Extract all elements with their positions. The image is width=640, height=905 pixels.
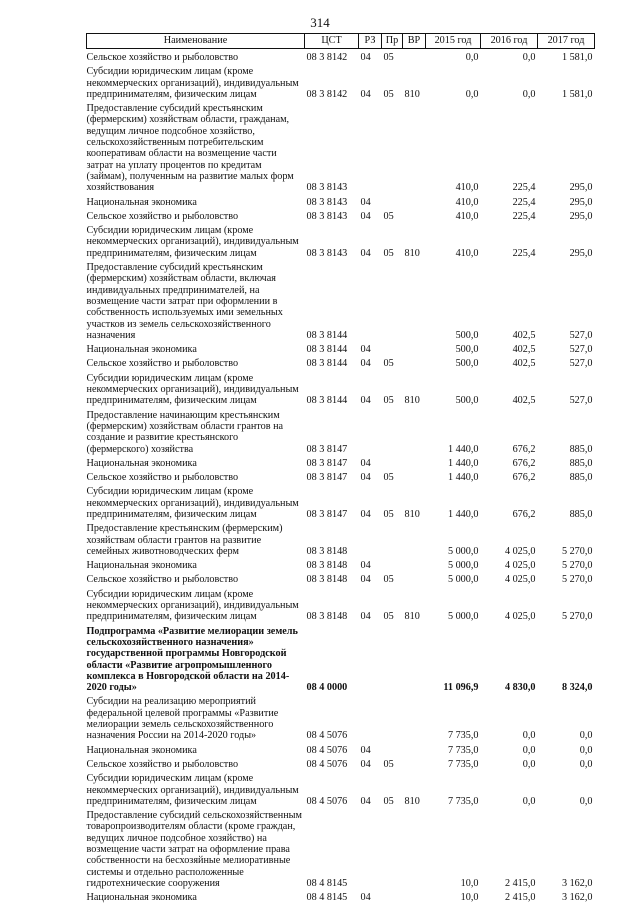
row-2017: 885,0: [569, 457, 593, 469]
row-2017: 3 162,0: [561, 892, 593, 904]
row-cst: 08 3 8143: [306, 196, 348, 208]
row-2016: 0,0: [522, 52, 536, 63]
row-cst: 08 4 5076: [306, 744, 348, 756]
row-name: Национальная экономика: [86, 744, 197, 756]
row-cst: 08 3 8142: [306, 52, 348, 63]
row-vr: [403, 100, 426, 193]
row-rz: [359, 693, 382, 741]
row-cst: 08 3 8147: [306, 508, 348, 520]
row-2016: 402,5: [512, 344, 536, 356]
row-vr: [403, 49, 426, 64]
row-2015: 11 096,9: [443, 682, 479, 694]
table-row: [87, 483, 595, 520]
row-name: Сельское хозяйство и рыболовство: [86, 52, 239, 63]
row-rz: [359, 520, 382, 557]
row-cst: 08 3 8147: [306, 443, 348, 455]
table-row: [87, 222, 595, 259]
row-rz: 04: [360, 88, 371, 100]
table-row: [87, 756, 595, 770]
table-row: [87, 355, 595, 369]
table-row: [87, 571, 595, 585]
row-2016: 225,4: [512, 247, 536, 259]
row-cst: 08 3 8148: [306, 611, 348, 623]
row-2017: 1 581,0: [561, 88, 593, 100]
row-cst: 08 3 8147: [306, 472, 348, 484]
row-rz: 04: [360, 472, 371, 484]
table-row: [87, 194, 595, 208]
row-rz: 04: [360, 395, 371, 407]
row-2017: 3 162,0: [561, 877, 593, 889]
row-rz: 04: [360, 52, 371, 63]
row-2015: 1 440,0: [447, 472, 479, 484]
row-cst: 08 4 5076: [306, 730, 348, 742]
row-vr: 810: [404, 611, 420, 623]
row-2016: 0,0: [522, 730, 536, 742]
row-pr: [382, 407, 403, 455]
row-rz: 04: [360, 574, 371, 586]
row-rz: 04: [360, 210, 371, 222]
row-cst: 08 3 8148: [306, 574, 348, 586]
table-row: [87, 693, 595, 741]
row-vr: [403, 259, 426, 341]
row-vr: [403, 208, 426, 222]
budget-table: [86, 33, 595, 903]
row-rz: 04: [360, 744, 371, 756]
row-vr: 810: [404, 88, 420, 100]
row-name: Подпрограмма «Развитие мелиорации земель сельскохозяйственного назначения» государственной программы Новгородской области «Развитие агропромышленного комплекса в Новгородской области на 2014-2020 годы»: [86, 625, 298, 694]
row-2016: 402,5: [512, 358, 536, 370]
row-pr: 05: [383, 247, 394, 259]
table-row: [87, 889, 595, 903]
row-name: Субсидии юридическим лицам (кроме некоммерческих организаций), индивидуальным предпринимателям, физическим лицам: [86, 588, 299, 623]
row-pr: 05: [383, 795, 394, 807]
row-name: Сельское хозяйство и рыболовство: [86, 472, 239, 484]
row-2016: 0,0: [522, 88, 536, 100]
row-name: Национальная экономика: [86, 196, 197, 208]
row-vr: [403, 520, 426, 557]
row-pr: 05: [383, 52, 394, 63]
row-2017: 0,0: [579, 730, 593, 742]
row-rz: 04: [360, 758, 371, 770]
row-2017: 5 270,0: [561, 560, 593, 572]
row-2016: 0,0: [522, 795, 536, 807]
row-pr: [382, 520, 403, 557]
row-vr: 810: [404, 795, 420, 807]
row-name: Предоставление субсидий сельскохозяйственным товаропроизводителям области (кроме граждан, ведущих личное подсобное хозяйство) на возмещение части затрат на оформление права собственности на бесхозяйные мелиоративные системы и отдельно расположенные гидротехнические сооружения: [86, 810, 302, 889]
header-2015: 2015 год: [426, 34, 481, 49]
row-rz: [359, 807, 382, 889]
row-vr: [403, 194, 426, 208]
header-vr: ВР: [403, 34, 426, 49]
row-2015: 5 000,0: [447, 611, 479, 623]
row-vr: [403, 756, 426, 770]
row-2016: 676,2: [512, 443, 536, 455]
row-pr: 05: [383, 472, 394, 484]
row-cst: 08 4 5076: [306, 795, 348, 807]
row-2015: 7 735,0: [447, 744, 479, 756]
row-vr: 810: [404, 247, 420, 259]
row-rz: 04: [360, 358, 371, 370]
row-pr: 05: [383, 508, 394, 520]
row-cst: 08 4 0000: [306, 682, 348, 694]
row-rz: 04: [360, 457, 371, 469]
row-2016: 676,2: [512, 457, 536, 469]
row-name: Предоставление субсидий крестьянским (фермерским) хозяйствам области, включая индивидуальных предпринимателей, на возмещение части затрат при оформлении в собственность используемых ими земельных участков из земель сельскохозяйственного назначения: [86, 262, 283, 341]
row-pr: 05: [383, 358, 394, 370]
table-row: [87, 341, 595, 355]
header-pr: Пр: [382, 34, 403, 49]
row-pr: [382, 259, 403, 341]
row-2017: 295,0: [569, 210, 593, 222]
row-pr: [382, 623, 403, 694]
table-row: [87, 742, 595, 756]
row-pr: [382, 194, 403, 208]
row-2016: 676,2: [512, 508, 536, 520]
row-2017: 527,0: [569, 344, 593, 356]
row-vr: 810: [404, 395, 420, 407]
header-2016: 2016 год: [481, 34, 538, 49]
table-row: [87, 623, 595, 694]
row-2017: 527,0: [569, 358, 593, 370]
row-2017: 527,0: [569, 329, 593, 341]
row-2016: 4 025,0: [504, 611, 536, 623]
row-2017: 885,0: [569, 508, 593, 520]
row-2017: 527,0: [569, 395, 593, 407]
row-rz: 04: [360, 795, 371, 807]
row-name: Субсидии юридическим лицам (кроме некоммерческих организаций), индивидуальным предпринимателям, физическим лицам: [86, 486, 299, 520]
row-2016: 225,4: [512, 182, 536, 194]
row-cst: 08 3 8143: [306, 182, 348, 194]
row-pr: 05: [383, 88, 394, 100]
row-name: Предоставление крестьянским (фермерским) хозяйствам области грантов на развитие семейных животноводческих ферм: [86, 523, 283, 557]
row-name: Субсидии юридическим лицам (кроме некоммерческих организаций), индивидуальным предпринимателям, физическим лицам: [86, 225, 299, 259]
row-cst: 08 4 8145: [306, 877, 348, 889]
row-rz: 04: [360, 508, 371, 520]
row-2016: 2 415,0: [504, 892, 536, 904]
row-cst: 08 3 8144: [306, 358, 348, 370]
row-cst: 08 3 8143: [306, 247, 348, 259]
row-2016: 4 025,0: [504, 560, 536, 572]
row-2017: 885,0: [569, 472, 593, 484]
row-2015: 7 735,0: [447, 730, 479, 742]
row-vr: [403, 623, 426, 694]
row-pr: [382, 557, 403, 571]
row-cst: 08 4 5076: [306, 758, 348, 770]
row-rz: 04: [360, 196, 371, 208]
row-2015: 500,0: [455, 358, 479, 370]
row-name: Субсидии юридическим лицам (кроме некоммерческих организаций), индивидуальным предпринимателям, физическим лицам: [86, 372, 299, 407]
table-row: [87, 100, 595, 193]
row-name: Сельское хозяйство и рыболовство: [86, 358, 239, 370]
row-pr: 05: [383, 210, 394, 222]
row-2016: 225,4: [512, 210, 536, 222]
row-2016: 225,4: [512, 196, 536, 208]
row-2016: 0,0: [522, 744, 536, 756]
row-rz: 04: [360, 611, 371, 623]
table-row: [87, 259, 595, 341]
header-name: Наименование: [87, 34, 305, 49]
row-pr: [382, 807, 403, 889]
row-2016: 0,0: [522, 758, 536, 770]
row-2015: 1 440,0: [447, 457, 479, 469]
row-name: Национальная экономика: [86, 560, 197, 572]
row-cst: 08 4 8145: [306, 892, 348, 904]
row-2017: 0,0: [579, 744, 593, 756]
row-vr: [403, 742, 426, 756]
table-row: [87, 557, 595, 571]
row-2015: 500,0: [455, 395, 479, 407]
row-vr: [403, 557, 426, 571]
row-2015: 5 000,0: [447, 560, 479, 572]
row-cst: 08 3 8148: [306, 560, 348, 572]
row-2017: 8 324,0: [561, 682, 593, 694]
row-2017: 295,0: [569, 247, 593, 259]
row-2017: 1 581,0: [561, 52, 593, 63]
row-2017: 5 270,0: [561, 611, 593, 623]
row-2015: 7 735,0: [447, 795, 479, 807]
row-rz: 04: [360, 560, 371, 572]
row-2017: 0,0: [579, 795, 593, 807]
row-rz: 04: [360, 247, 371, 259]
row-rz: [359, 259, 382, 341]
table-row: [87, 770, 595, 807]
row-2017: 295,0: [569, 196, 593, 208]
row-vr: 810: [404, 508, 420, 520]
row-2015: 410,0: [455, 182, 479, 194]
table-row: [87, 208, 595, 222]
row-name: Национальная экономика: [86, 457, 197, 469]
row-cst: 08 3 8143: [306, 210, 348, 222]
row-2017: 5 270,0: [561, 545, 593, 557]
row-pr: [382, 889, 403, 903]
row-rz: [359, 407, 382, 455]
header-cst: ЦСТ: [305, 34, 359, 49]
row-cst: 08 3 8148: [306, 545, 348, 557]
row-pr: 05: [383, 574, 394, 586]
row-2016: 4 025,0: [504, 545, 536, 557]
row-2015: 0,0: [465, 52, 479, 63]
row-name: Сельское хозяйство и рыболовство: [86, 210, 239, 222]
table-row: [87, 469, 595, 483]
row-2015: 1 440,0: [447, 443, 479, 455]
row-vr: [403, 407, 426, 455]
row-name: Субсидии юридическим лицам (кроме некоммерческих организаций), индивидуальным предпринимателям, физическим лицам: [86, 773, 299, 807]
row-2015: 410,0: [455, 196, 479, 208]
row-2015: 10,0: [460, 877, 479, 889]
header-rz: РЗ: [359, 34, 382, 49]
row-2015: 1 440,0: [447, 508, 479, 520]
row-vr: [403, 341, 426, 355]
row-2015: 500,0: [455, 329, 479, 341]
table-row: [87, 407, 595, 455]
row-name: Сельское хозяйство и рыболовство: [86, 574, 239, 586]
row-2015: 7 735,0: [447, 758, 479, 770]
row-pr: [382, 100, 403, 193]
row-2016: 4 025,0: [504, 574, 536, 586]
row-cst: 08 3 8147: [306, 457, 348, 469]
table-row: [87, 63, 595, 100]
row-vr: [403, 807, 426, 889]
row-2017: 0,0: [579, 758, 593, 770]
row-2015: 5 000,0: [447, 545, 479, 557]
row-pr: [382, 693, 403, 741]
table-row: [87, 455, 595, 469]
row-rz: 04: [360, 892, 371, 904]
row-2017: 885,0: [569, 443, 593, 455]
row-rz: [359, 100, 382, 193]
row-rz: 04: [360, 344, 371, 356]
row-name: Предоставление начинающим крестьянским (фермерским) хозяйствам области грантов на создание и развитие крестьянского (фермерского) хозяйства: [86, 409, 284, 455]
row-name: Сельское хозяйство и рыболовство: [86, 758, 239, 770]
row-vr: [403, 693, 426, 741]
row-2015: 10,0: [460, 892, 479, 904]
row-2016: 402,5: [512, 329, 536, 341]
row-2017: 5 270,0: [561, 574, 593, 586]
row-pr: [382, 742, 403, 756]
row-pr: 05: [383, 758, 394, 770]
row-2016: 676,2: [512, 472, 536, 484]
row-cst: 08 3 8142: [306, 88, 348, 100]
row-pr: [382, 455, 403, 469]
row-2017: 295,0: [569, 182, 593, 194]
table-row: [87, 520, 595, 557]
row-name: Национальная экономика: [86, 892, 197, 904]
row-name: Субсидии на реализацию мероприятий федеральной целевой программы «Развитие мелиорации земель сельскохозяйственного назначения России на 2014-2020 годы»: [86, 696, 279, 742]
table-row: [87, 586, 595, 623]
row-2016: 4 830,0: [504, 682, 536, 694]
row-vr: [403, 455, 426, 469]
row-pr: 05: [383, 611, 394, 623]
row-2015: 5 000,0: [447, 574, 479, 586]
row-2015: 410,0: [455, 247, 479, 259]
row-name: Предоставление субсидий крестьянским (фермерским) хозяйствам области, гражданам, ведущим личное подсобное хозяйство, сельскохозяйственным потребительским кооперативам области на возмещение части затрат на уплату процентов по кредитам (займам), полученным на развитие малых форм хозяйствования: [86, 103, 294, 194]
row-rz: [359, 623, 382, 694]
row-2016: 402,5: [512, 395, 536, 407]
header-2017: 2017 год: [538, 34, 595, 49]
row-cst: 08 3 8144: [306, 395, 348, 407]
row-vr: [403, 469, 426, 483]
page-number: 314: [310, 15, 330, 30]
row-2015: 0,0: [465, 88, 479, 100]
row-vr: [403, 889, 426, 903]
table-row: [87, 807, 595, 889]
row-2016: 2 415,0: [504, 877, 536, 889]
row-name: Субсидии юридическим лицам (кроме некоммерческих организаций), индивидуальным предпринимателям, физическим лицам: [86, 66, 299, 100]
row-vr: [403, 355, 426, 369]
table-row: [87, 49, 595, 64]
row-vr: [403, 571, 426, 585]
table-header-row: [87, 34, 595, 49]
row-2015: 500,0: [455, 344, 479, 356]
row-cst: 08 3 8144: [306, 344, 348, 356]
row-2015: 410,0: [455, 210, 479, 222]
row-pr: 05: [383, 395, 394, 407]
row-pr: [382, 341, 403, 355]
table-row: [87, 370, 595, 407]
row-cst: 08 3 8144: [306, 329, 348, 341]
row-name: Национальная экономика: [86, 344, 197, 356]
